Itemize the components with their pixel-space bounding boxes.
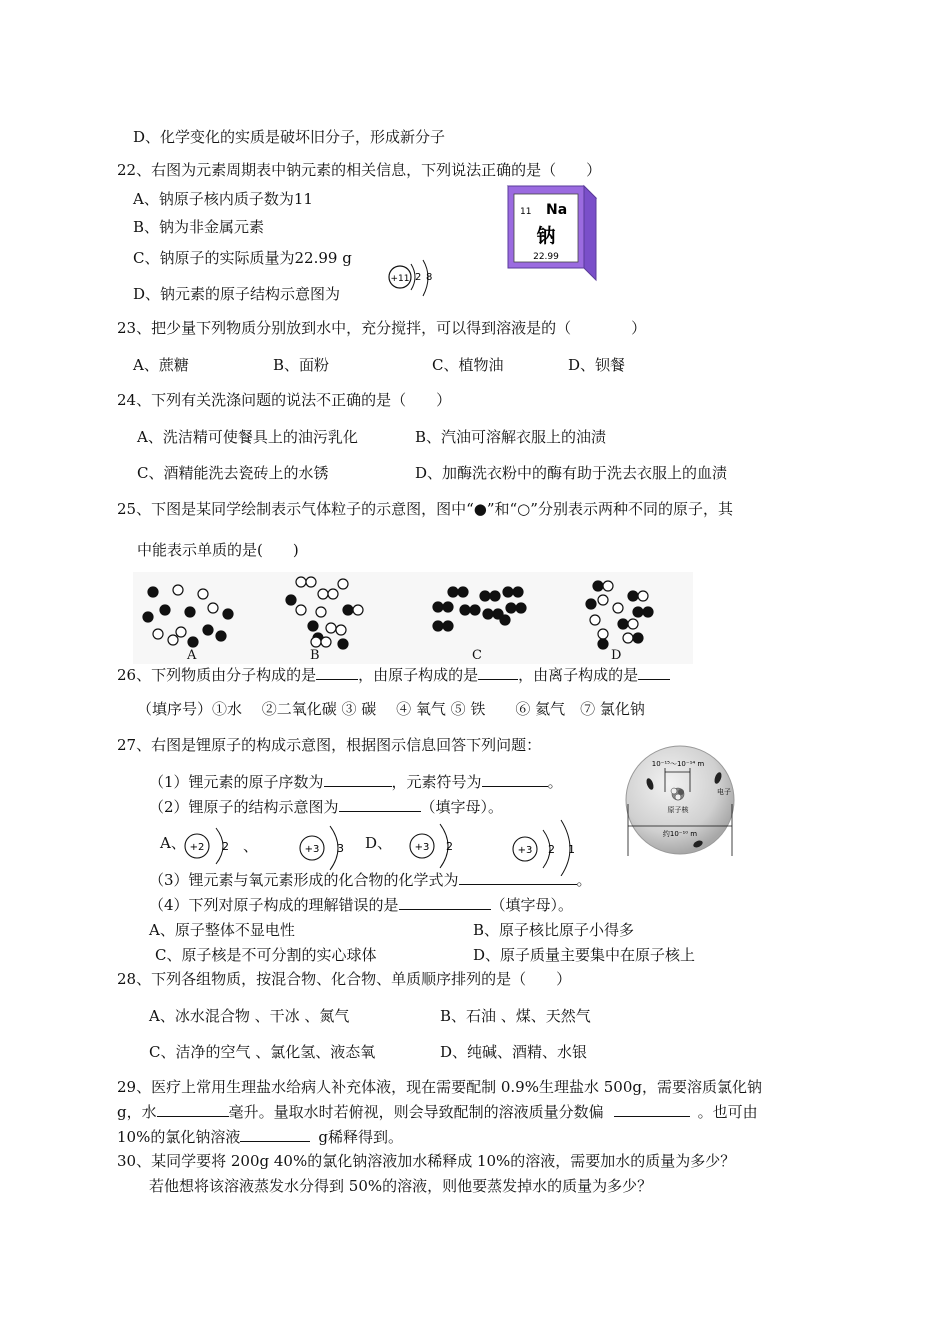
choice-a-diagram (185, 828, 229, 864)
q22-stem: 22、右图为元素周期表中钠元素的相关信息，下列说法正确的是（ ） (117, 161, 602, 179)
q27-part4 (149, 895, 573, 915)
q26-blank-ion[interactable] (638, 665, 670, 680)
q24-option-b: B、汽油可溶解衣服上的油渍 (415, 428, 607, 446)
choice-b-diagram (300, 826, 344, 870)
lithium-structure-choices (180, 818, 600, 876)
svg-text:+2: +2 (189, 842, 205, 853)
q29-line1: 29、医疗上常用生理盐水给病人补充体液，现在需要配制 0.9%生理盐水 500g，需要溶质氯化钠 (117, 1078, 762, 1096)
q27-choice-a-label: A、 (160, 834, 186, 852)
figure-nucleus-label: 原子核 (667, 806, 689, 814)
svg-text:2: 2 (446, 840, 453, 853)
q29-blank-deviation[interactable] (614, 1102, 690, 1117)
q25-label-c: C (472, 648, 482, 663)
q23-option-b: B、面粉 (273, 356, 330, 374)
q26-stem-c: ，由离子构成的是 (518, 666, 639, 684)
q25-label-b: B (310, 648, 320, 663)
card-mass: 22.99 (533, 252, 559, 262)
figure-electron-label: 电子 (717, 788, 731, 796)
q30-line2: 若他想将该溶液蒸发水分得到 50%的溶液，则他要蒸发掉水的质量为多少？ (149, 1177, 653, 1195)
choice-d-diagram (513, 820, 575, 876)
q22-option-a: A、钠原子核内质子数为11 (133, 190, 313, 208)
q30-line1: 30、某同学要将 200g 40%的氯化钠溶液加水稀释成 10%的溶液，需要加水的质量为多少？ (117, 1152, 736, 1170)
q23-option-c: C、植物油 (432, 356, 504, 374)
q27-part2 (149, 797, 503, 817)
q28-option-d: D、纯碱、酒精、水银 (440, 1043, 588, 1061)
sodium-element-card (500, 180, 605, 285)
card-symbol: Na (546, 202, 568, 218)
q26-blank-atom[interactable] (478, 665, 518, 680)
lithium-atom-figure (620, 744, 740, 862)
q27-part4-text-a: （4）下列对原子构成的理解错误的是 (149, 896, 399, 914)
svg-text:+3: +3 (517, 845, 533, 856)
svg-text:1: 1 (568, 843, 575, 856)
gas-particle-diagrams (133, 572, 693, 664)
q28-stem: 28、下列各组物质，按混合物、化合物、单质顺序排列的是（ ） (117, 970, 572, 988)
q27-option-a: A、原子整体不显电性 (149, 921, 295, 939)
q27-choice-separator: 、 (243, 837, 259, 855)
q27-part2-text-a: （2）锂原子的结构示意图为 (149, 798, 339, 816)
q29-blank-mass[interactable] (240, 1127, 310, 1142)
q24-option-c: C、酒精能洗去瓷砖上的水锈 (137, 464, 329, 482)
svg-text:+3: +3 (414, 842, 430, 853)
q24-stem: 24、下列有关洗涤问题的说法不正确的是（ ） (117, 391, 452, 409)
q26-stem-b: ，由原子构成的是 (358, 666, 479, 684)
q22-option-d: D、钠元素的原子结构示意图为 (133, 285, 341, 303)
q27-part1-text-a: （1）锂元素的原子序数为 (149, 773, 324, 791)
q27-blank-formula[interactable] (459, 870, 577, 885)
svg-text:+3: +3 (304, 844, 320, 855)
q29-text-b: 毫升。量取水时若俯视，则会导致配制的溶液质量分数偏 (228, 1103, 604, 1121)
q27-part1-text-c: 。 (547, 773, 563, 791)
q27-part2-text-b: （填字母）。 (420, 798, 504, 816)
q27-option-d: D、原子质量主要集中在原子核上 (473, 946, 696, 964)
svg-text:3: 3 (337, 842, 344, 855)
q27-part3 (149, 870, 592, 890)
q29-text-a: g，水 (117, 1103, 157, 1121)
q27-option-b: B、原子核比原子小得多 (473, 921, 635, 939)
q28-option-a: A、冰水混合物 、干冰 、氮气 (149, 1007, 350, 1025)
q23-option-a: A、蔗糖 (133, 356, 189, 374)
q28-option-c: C、洁净的空气 、氯化氢、液态氧 (149, 1043, 376, 1061)
q29-line3 (117, 1127, 403, 1147)
q27-part1 (149, 772, 563, 792)
q27-part4-text-b: （填字母）。 (490, 896, 574, 914)
q27-blank-symbol[interactable] (482, 772, 548, 787)
figure-size-label: 约10⁻¹⁰ m (662, 830, 698, 838)
q29-text-e: g稀释得到。 (318, 1128, 403, 1146)
sodium-atom-diagram (385, 258, 445, 300)
q28-option-b: B、石油 、煤、天然气 (440, 1007, 591, 1025)
q27-choice-d-label: D、 (365, 834, 393, 852)
q25-label-d: D (611, 648, 622, 663)
card-atomic-number: 11 (520, 207, 532, 217)
card-name: 钠 (536, 225, 556, 247)
q24-option-d: D、加酶洗衣粉中的酶有助于洗去衣服上的血渍 (415, 464, 728, 482)
q27-option-c: C、原子核是不可分割的实心球体 (155, 946, 377, 964)
q27-blank-wrong[interactable] (399, 895, 491, 910)
figure-top-label: 10⁻¹⁵～10⁻¹⁴ m (651, 760, 705, 768)
q25-label-a: A (187, 648, 197, 663)
q27-blank-structure[interactable] (339, 797, 421, 812)
sodium-shell1-label: 2 (415, 272, 422, 283)
q29-blank-water[interactable] (157, 1102, 229, 1117)
q26-blank-molecule[interactable] (316, 665, 358, 680)
q27-part3-text-a: （3）锂元素与氧元素形成的化合物的化学式为 (149, 871, 459, 889)
q21-option-d: D、化学变化的实质是破坏旧分子，形成新分子 (133, 128, 446, 146)
q23-option-d: D、钡餐 (568, 356, 626, 374)
q29-line2 (117, 1102, 758, 1122)
q26-line1 (117, 665, 670, 685)
q25-stem-line2: 中能表示单质的是( ) (137, 541, 299, 559)
q22-option-c: C、钠原子的实际质量为22.99 g (133, 249, 352, 267)
q29-text-c: 。也可由 (697, 1103, 758, 1121)
q24-option-a: A、洗洁精可使餐具上的油污乳化 (137, 428, 358, 446)
sodium-shell2-label: 8 (426, 272, 433, 283)
q26-line2: （填序号）①水 ②二氧化碳 ③ 碳 ④ 氧气 ⑤ 铁 ⑥ 氦气 ⑦ 氯化钠 (137, 700, 645, 718)
sodium-nucleus-label: +11 (390, 274, 410, 284)
svg-text:2: 2 (548, 843, 555, 856)
q27-stem: 27、右图是锂原子的构成示意图，根据图示信息回答下列问题： (117, 736, 542, 754)
q27-part1-text-b: ，元素符号为 (391, 773, 482, 791)
q27-blank-atomic-number[interactable] (324, 772, 392, 787)
svg-text:2: 2 (222, 840, 229, 853)
q26-stem-a: 26、下列物质由分子构成的是 (117, 666, 317, 684)
q25-stem-line1: 25、下图是某同学绘制表示气体粒子的示意图，图中“●”和“○”分别表示两种不同的原子，其 (117, 500, 733, 518)
q23-stem: 23、把少量下列物质分别放到水中，充分搅拌，可以得到溶液是的（ ） (117, 319, 647, 337)
choice-c-diagram (410, 824, 453, 868)
q27-part3-text-b: 。 (576, 871, 592, 889)
q29-text-d: 10%的氯化钠溶液 (117, 1128, 241, 1146)
q22-option-b: B、钠为非金属元素 (133, 218, 265, 236)
